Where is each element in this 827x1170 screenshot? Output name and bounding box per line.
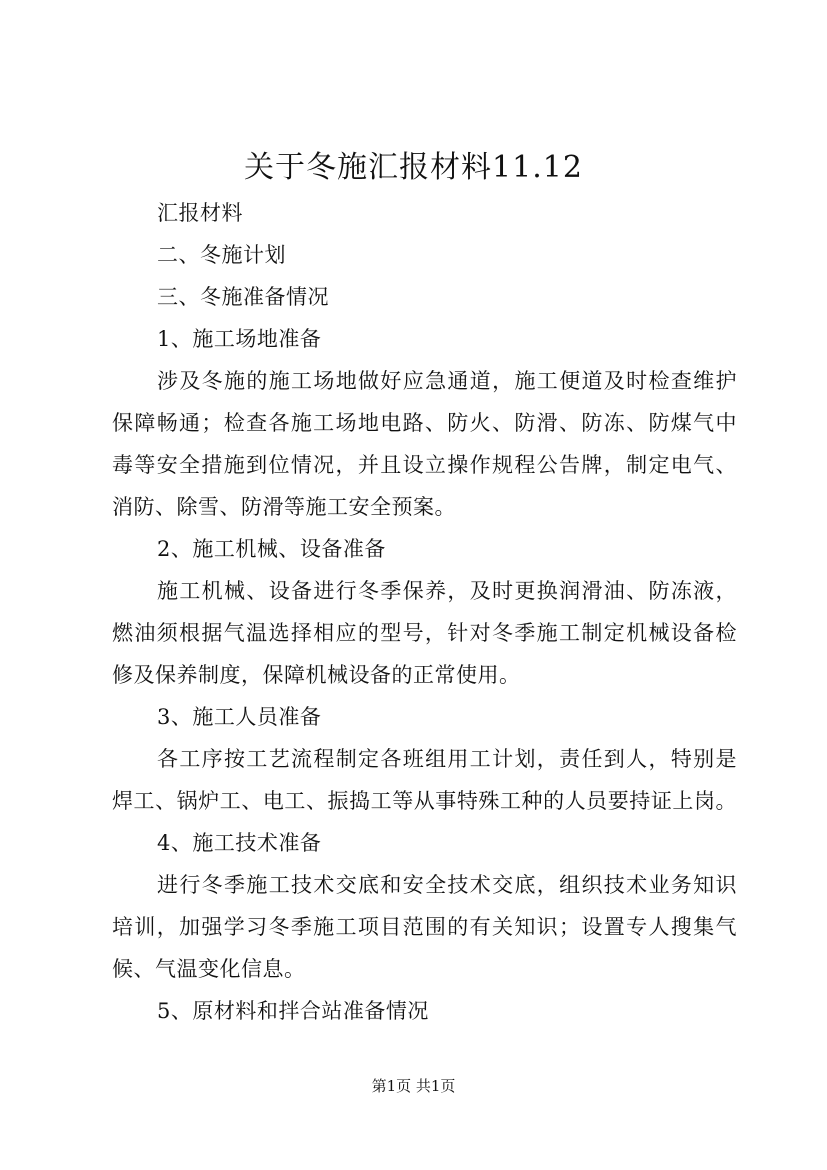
text-line: 3、施工人员准备 bbox=[157, 705, 322, 729]
text-line: 候、气温变化信息。 bbox=[112, 957, 306, 981]
text-line: 修及保养制度，保障机械设备的正常使用。 bbox=[112, 663, 521, 687]
text-line: 三、冬施准备情况 bbox=[157, 285, 329, 309]
text-line: 施工机械、设备进行冬季保养，及时更换润滑油、防冻液， bbox=[157, 579, 737, 603]
text-line: 二、冬施计划 bbox=[157, 243, 286, 267]
text-line: 汇报材料 bbox=[157, 201, 243, 225]
text-line: 各工序按工艺流程制定各班组用工计划，责任到人，特别是 bbox=[157, 747, 737, 771]
text-line: 焊工、锅炉工、电工、振捣工等从事特殊工种的人员要持证上岗。 bbox=[112, 789, 737, 813]
text-line: 燃油须根据气温选择相应的型号，针对冬季施工制定机械设备检 bbox=[112, 621, 737, 645]
text-line: 4、施工技术准备 bbox=[157, 831, 322, 855]
text-line: 保障畅通；检查各施工场地电路、防火、防滑、防冻、防煤气中 bbox=[112, 411, 737, 435]
text-line: 进行冬季施工技术交底和安全技术交底，组织技术业务知识 bbox=[157, 873, 737, 897]
page-title: 关于冬施汇报材料11.12 bbox=[244, 150, 583, 185]
text-line: 1、施工场地准备 bbox=[157, 327, 322, 351]
text-line: 2、施工机械、设备准备 bbox=[157, 537, 386, 561]
text-line: 5、原材料和拌合站准备情况 bbox=[157, 999, 429, 1023]
text-line: 消防、除雪、防滑等施工安全预案。 bbox=[112, 495, 456, 519]
text-line: 培训，加强学习冬季施工项目范围的有关知识；设置专人搜集气 bbox=[112, 915, 737, 939]
page-number-footer: 第1页 共1页 bbox=[371, 1077, 456, 1095]
text-line: 毒等安全措施到位情况，并且设立操作规程公告牌，制定电气、 bbox=[112, 453, 737, 477]
text-line: 涉及冬施的施工场地做好应急通道，施工便道及时检查维护 bbox=[157, 369, 737, 393]
